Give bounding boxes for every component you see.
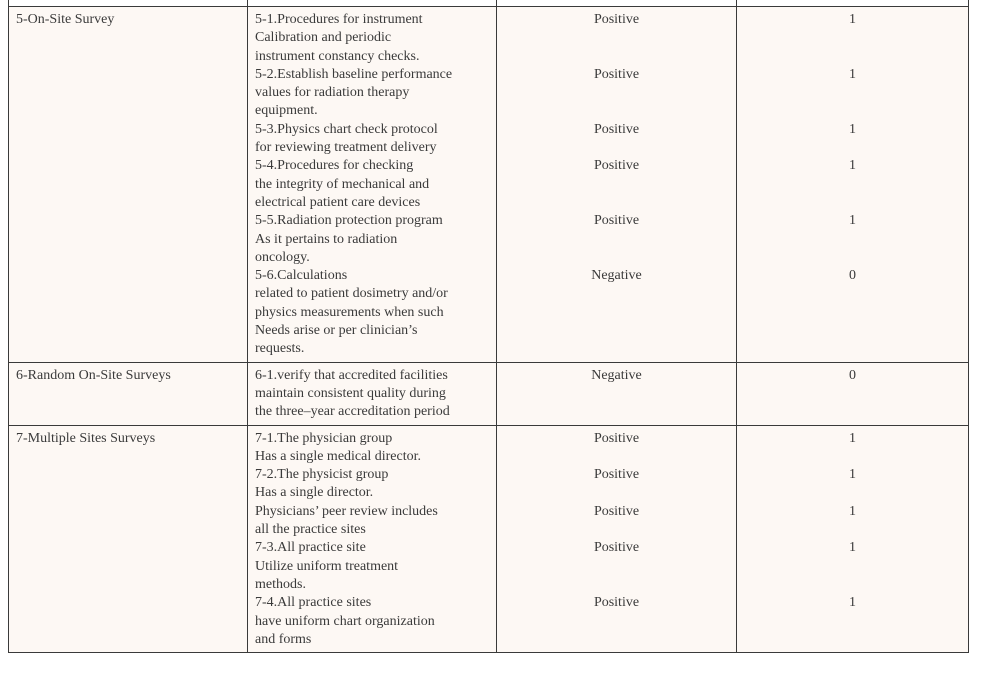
score-value: 1	[849, 121, 856, 137]
table-body	[9, 7, 969, 653]
criterion-text: have uniform chart organization	[255, 613, 435, 629]
criterion-text: 5-3.Physics chart check protocol	[255, 121, 438, 137]
score-cell	[737, 425, 969, 653]
category-label: 5-On-Site Survey	[16, 12, 115, 27]
score-cell	[737, 362, 969, 425]
criterion-text: 5-6.Calculations	[255, 268, 348, 284]
criterion-text: for reviewing treatment delivery	[255, 140, 437, 156]
category-cell	[9, 425, 248, 653]
result-cell	[497, 425, 737, 653]
criterion-item	[255, 66, 489, 121]
result-value: Positive	[593, 158, 640, 174]
criterion-text: 5-1.Procedures for instrument	[255, 12, 423, 27]
criterion-text: equipment.	[255, 103, 318, 119]
criterion-text: and forms	[255, 631, 312, 647]
criteria-cell	[248, 7, 497, 363]
criterion-text: As it pertains to radiation	[255, 231, 398, 247]
result-cell	[497, 7, 737, 363]
criterion-item	[255, 503, 489, 540]
criterion-text: Has a single director.	[255, 485, 374, 501]
criterion-item	[255, 121, 489, 158]
criterion-text: oncology.	[255, 249, 310, 265]
table-row	[9, 7, 969, 363]
score-value: 0	[849, 268, 856, 284]
criterion-text: 7-1.The physician group	[255, 430, 393, 446]
criterion-item	[255, 157, 489, 212]
criterion-item	[255, 212, 489, 267]
result-value: Positive	[593, 595, 640, 611]
score-value: 1	[849, 430, 856, 446]
result-value: Positive	[593, 213, 640, 229]
score-value: 1	[849, 595, 856, 611]
criterion-text: Needs arise or per clinician’s	[255, 323, 418, 339]
score-value: 1	[849, 503, 856, 519]
criterion-item	[255, 430, 489, 467]
result-value: Positive	[593, 66, 640, 82]
criterion-text: 5-5.Radiation protection program	[255, 213, 443, 229]
criterion-text: 7-4.All practice sites	[255, 595, 372, 611]
result-value: Positive	[593, 121, 640, 137]
category-cell	[9, 362, 248, 425]
criterion-text: all the practice sites	[255, 522, 366, 538]
table-row	[9, 425, 969, 653]
criterion-text: 5-2.Establish baseline performance	[255, 66, 453, 82]
score-value: 1	[849, 66, 856, 82]
category-cell	[9, 7, 248, 363]
criterion-text: methods.	[255, 576, 306, 592]
table-row	[9, 362, 969, 425]
criterion-text: the integrity of mechanical and	[255, 176, 430, 192]
criterion-text: Utilize uniform treatment	[255, 558, 399, 574]
score-value: 1	[849, 213, 856, 229]
criterion-item	[255, 539, 489, 594]
score-value: 1	[849, 158, 856, 174]
category-label: 6-Random On-Site Surveys	[16, 367, 171, 383]
criterion-text: Calibration and periodic	[255, 30, 392, 46]
criterion-text: 7-3.All practice site	[255, 540, 366, 556]
result-value: Positive	[593, 12, 640, 27]
result-value: Negative	[591, 367, 642, 383]
criterion-text: 5-4.Procedures for checking	[255, 158, 414, 174]
criterion-item	[255, 267, 489, 358]
score-value: 1	[849, 467, 856, 483]
criterion-text: values for radiation therapy	[255, 85, 410, 101]
result-value: Negative	[591, 268, 642, 284]
result-value: Positive	[593, 503, 640, 519]
score-cell	[737, 7, 969, 363]
criterion-text: Physicians’ peer review includes	[255, 503, 438, 519]
criteria-cell	[248, 425, 497, 653]
criterion-text: physics measurements when such	[255, 304, 444, 320]
criterion-text: Has a single medical director.	[255, 448, 421, 464]
result-cell	[497, 362, 737, 425]
criterion-text: electrical patient care devices	[255, 194, 421, 210]
result-value: Positive	[593, 467, 640, 483]
criterion-text: instrument constancy checks.	[255, 48, 420, 64]
criterion-text: the three–year accreditation period	[255, 404, 450, 420]
survey-results-table	[8, 6, 969, 653]
criterion-text: 6-1.verify that accredited facilities	[255, 367, 448, 383]
criterion-text: requests.	[255, 341, 305, 357]
category-label: 7-Multiple Sites Surveys	[16, 430, 156, 446]
criterion-item	[255, 594, 489, 649]
criterion-text: related to patient dosimetry and/or	[255, 286, 448, 302]
score-value: 1	[849, 12, 856, 27]
score-value: 1	[849, 540, 856, 556]
score-value: 0	[849, 367, 856, 383]
criteria-cell	[248, 362, 497, 425]
criterion-item	[255, 367, 489, 422]
criterion-text: 7-2.The physicist group	[255, 467, 389, 483]
criterion-item	[255, 466, 489, 503]
criterion-item	[255, 11, 489, 66]
criterion-text: maintain consistent quality during	[255, 385, 446, 401]
result-value: Positive	[593, 430, 640, 446]
result-value: Positive	[593, 540, 640, 556]
